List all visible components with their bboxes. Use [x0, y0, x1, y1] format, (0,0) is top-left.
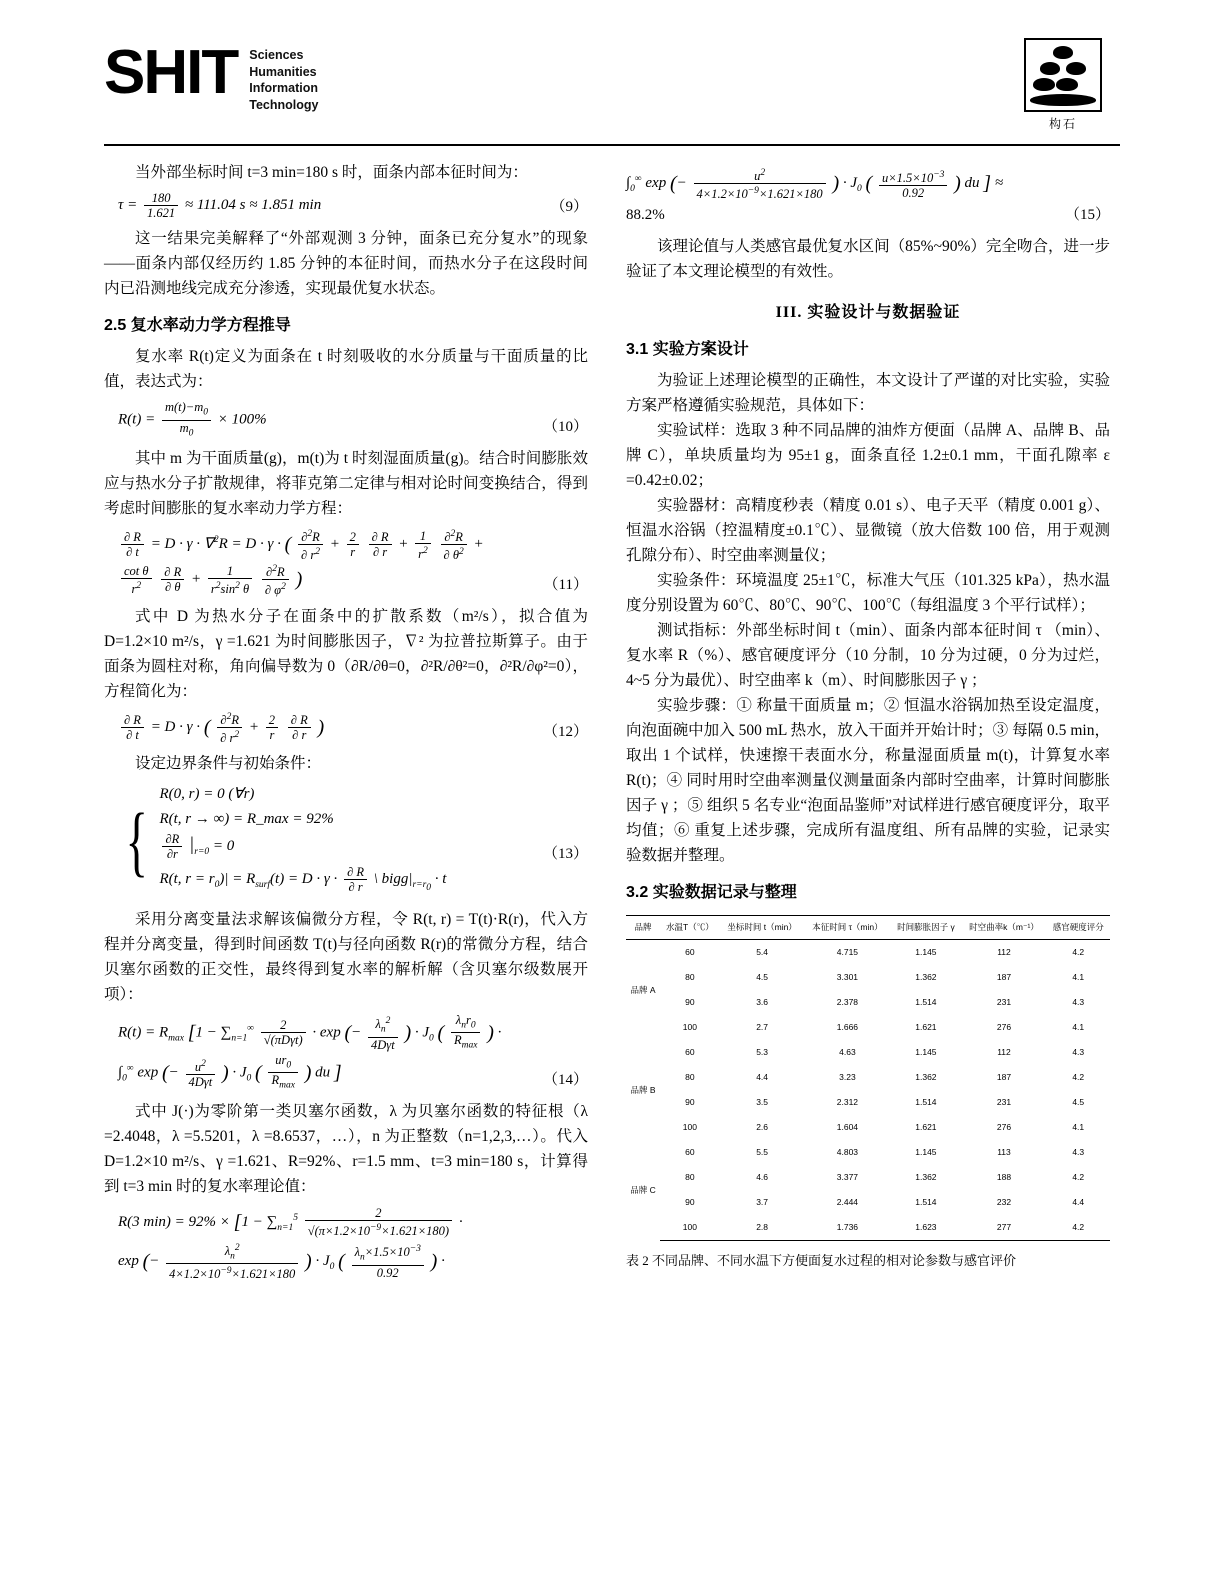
th-proper-time: 本征时间 τ（min）: [804, 916, 890, 940]
cell: 188: [996, 1172, 1012, 1183]
cell: 90: [685, 997, 695, 1008]
cell: 4.63: [839, 1047, 856, 1058]
cell: 5.3: [756, 1047, 769, 1058]
paragraph: 实验器材：高精度秒表（精度 0.01 s）、电子天平（精度 0.001 g）、恒温水浴锅（控温精度±0.1℃）、显微镜（放大倍数 100 倍，用于观测孔隙分布）、时空曲率测量仪；: [626, 497, 1110, 565]
cell: 2.312: [836, 1097, 859, 1108]
table-row: [626, 940, 1110, 966]
equation-13: [104, 782, 588, 901]
stones-icon: [1024, 38, 1102, 112]
cell: 1.145: [915, 1147, 937, 1158]
cell: 1.604: [836, 1122, 859, 1133]
cell: 1.666: [836, 1022, 859, 1033]
equation-14: $R(t) = R_{max}$ [$1 - \sum_{n=1}^\infty$ $\frac{2}{\text{√(πDγt)}}$ · exp (− $\frac{\lambda_n^2}{\text{4Dγt}}$ ) · $J_0$ ( $\frac{\lambda_nr_0}{R_{max}}$ ) · $\int_0^\infty$ exp (− $\frac{u^2}{\text{4Dγt}}$ ) · $J_0$ ( $\frac{ur_0}{R_{max}}$ ) du ] （14）: [118, 1012, 588, 1091]
cell: 4.3: [1072, 997, 1085, 1008]
cell: 1.623: [890, 1215, 961, 1241]
cell: 1.145: [915, 1047, 937, 1058]
cell: 3.5: [756, 1097, 769, 1108]
cell: 1.362: [915, 1172, 937, 1183]
eq9-fraction: [144, 191, 178, 220]
table-row: [626, 965, 1110, 990]
cell: 100: [682, 1022, 697, 1033]
paragraph: 式中 D 为热水分子在面条中的扩散系数（m²/s），拟合值为D=1.2×10 m²/s，γ =1.621 为时间膨胀因子，∇² 为拉普拉斯算子。由于面条为圆柱对称，角向偏导数为 0（∂R/∂θ=0，∂²R/∂θ²=0，∂²R/∂φ²=0），方程简化为：: [104, 607, 588, 700]
eq10-denominator: $m_0$: [179, 420, 194, 438]
brand-cell: 品牌 B: [630, 1084, 656, 1095]
cell: 4.803: [836, 1147, 859, 1158]
cell: 4.2: [1072, 947, 1085, 958]
cell: 187: [996, 1072, 1012, 1083]
cell: 2.444: [836, 1197, 859, 1208]
cell: 2.6: [756, 1122, 769, 1133]
eq13-line-2: R(t, r → ∞) = R_max = 92%: [159, 810, 334, 827]
th-curvature: 时空曲率k（m⁻¹）: [961, 916, 1046, 940]
cell: 1.362: [915, 972, 937, 983]
eq9-lhs: τ =: [118, 196, 138, 213]
publisher-mark: [1018, 38, 1108, 132]
journal-logo: [104, 38, 319, 113]
th-dilation-factor: 时间膨胀因子 γ: [890, 916, 961, 940]
th-brand: 品牌: [626, 916, 660, 940]
cell: 2.8: [720, 1215, 805, 1241]
cell: 112: [997, 947, 1011, 958]
cell: 90: [685, 1197, 695, 1208]
cell: 4.6: [756, 1172, 769, 1183]
cell: 1.621: [915, 1122, 937, 1133]
cell: 4.2: [1072, 1172, 1085, 1183]
paragraph: 实验条件：环境温度 25±1℃，标准大气压（101.325 kPa），热水温度分别设置为 60℃、80℃、90℃、100℃（每组温度 3 个平行试样）；: [626, 572, 1110, 615]
equation-10: [104, 400, 588, 440]
section-heading-3-2: 3.2 实验数据记录与整理: [626, 884, 797, 902]
table-row: [626, 1090, 1110, 1115]
cell: 100: [660, 1215, 720, 1241]
cell: 80: [685, 1172, 695, 1183]
cell: 5.4: [756, 947, 769, 958]
th-coordinate-time: 坐标时间 t（min）: [720, 916, 805, 940]
table-row: [626, 1165, 1110, 1190]
paragraph: 当外部坐标时间 t=3 min=180 s 时，面条内部本征时间为：: [135, 164, 528, 181]
cell: 100: [682, 1122, 697, 1133]
cell: 4.3: [1072, 1047, 1085, 1058]
equation-number: （10）: [542, 419, 588, 435]
cell: 4.3: [1072, 1147, 1085, 1158]
table-header-row: [626, 916, 1110, 940]
cell: 1.621: [915, 1022, 937, 1033]
eq9-numerator: 180: [144, 191, 178, 206]
equation-number: （15）: [1064, 207, 1110, 224]
eq15-result: 88.2%: [626, 207, 665, 224]
logo-subtitle-line-1: Sciences: [249, 48, 304, 62]
cell: 1.362: [915, 1072, 937, 1083]
cell: 60: [685, 947, 695, 958]
eq10-numerator: $m(t)-m_0$: [162, 400, 211, 421]
cell: 1.514: [915, 1097, 937, 1108]
table-caption: 表 2 不同品牌、不同水温下方便面复水过程的相对论参数与感官评价: [626, 1253, 1017, 1269]
cell: 4.1: [1072, 972, 1085, 983]
paragraph: 这一结果完美解释了“外部观测 3 分钟，面条已充分复水”的现象——面条内部仅经历约 1.85 分钟的本征时间，而热水分子在这段时间内已沿测地线完成充分渗透，实现最优复水状态。: [104, 230, 588, 297]
paragraph: 采用分离变量法求解该偏微分方程，令 R(t, r) = T(t)·R(r)，代入方程并分离变量，得到时间函数 T(t)与径向函数 R(r)的常微分方程，结合贝塞尔函数的正交性，最终得到复水率的解析解（含贝塞尔级数展开项）：: [104, 910, 588, 1003]
cell: 4.5: [1072, 1097, 1085, 1108]
equation-9: [104, 191, 588, 220]
table-row: [626, 1065, 1110, 1090]
logo-wordmark: SHIT: [104, 38, 238, 107]
section-heading-3: III. 实验设计与数据验证: [775, 304, 961, 322]
cell: 3.377: [836, 1172, 859, 1183]
cell: 4.4: [1072, 1197, 1085, 1208]
section-heading-3-1: 3.1 实验方案设计: [626, 341, 749, 359]
equation-15: $\int_0^\infty$ exp (− $\frac{u^2}{4\times 1.2\times 10^{-9}\times 1.621\times 180}$ ) · $J_0$ ( $\frac{u\times 1.5\times 10^{-3}}{0.92}$ ) du ] ≈ 88.2% （15）: [626, 166, 1110, 228]
header-divider: [104, 144, 1120, 146]
cell: 4.2: [1046, 1215, 1110, 1241]
cell: 4.1: [1072, 1122, 1085, 1133]
eq10-fraction: [162, 400, 211, 440]
paragraph: 为验证上述理论模型的正确性，本文设计了严谨的对比实验，实验方案严格遵循实验规范，具体如下：: [626, 372, 1110, 415]
cell: 90: [685, 1097, 695, 1108]
cell: 4.1: [1072, 1022, 1085, 1033]
cell: 1.145: [915, 947, 937, 958]
th-water-temp: 水温T（℃）: [660, 916, 720, 940]
publisher-name: 构石: [1048, 117, 1077, 131]
cell: 4.2: [1072, 1072, 1085, 1083]
cell: 112: [997, 1047, 1011, 1058]
eq13-line-3: $\frac{\partial R}{\partial r}$ $|_{r=0} = 0$: [159, 832, 446, 865]
brand-cell: 品牌 C: [630, 1184, 656, 1195]
cell: 60: [685, 1047, 695, 1058]
eq9-denominator: 1.621: [147, 206, 176, 220]
equation-number: （11）: [543, 576, 588, 593]
brand-cell: 品牌 A: [630, 984, 656, 995]
table-row: [626, 1140, 1110, 1165]
table-row: [626, 1115, 1110, 1140]
cell: 2.7: [756, 1022, 769, 1033]
table-row: [626, 1190, 1110, 1215]
cell: 1.514: [915, 997, 937, 1008]
table-body: [626, 940, 1110, 1241]
equation-number: （9）: [550, 199, 588, 215]
paragraph: 设定边界条件与初始条件：: [135, 754, 322, 772]
paragraph: 复水率 R(t)定义为面条在 t 时刻吸收的水分质量与干面质量的比值，表达式为：: [104, 348, 588, 390]
cell: 276: [996, 1122, 1012, 1133]
th-hardness-score: 感官硬度评分: [1046, 916, 1110, 940]
cell: 113: [997, 1147, 1011, 1158]
cell: 2.378: [836, 997, 859, 1008]
left-column: [104, 160, 588, 1288]
page-header: [96, 30, 1128, 140]
table-2: [626, 915, 1110, 1273]
eq10-lhs: R(t) =: [118, 411, 156, 428]
paragraph: 测试指标：外部坐标时间 t（min）、面条内部本征时间 τ （min）、复水率 R（%）、感官硬度评分（10 分制，10 分为过硬，0 分为过烂，4~5 分为最优）、时空曲率 k（m）、时间膨胀因子 γ ；: [626, 622, 1110, 690]
cell: 80: [685, 1072, 695, 1083]
paragraph: 该理论值与人类感官最优复水区间（85%~90%）完全吻合，进一步验证了本文理论模型的有效性。: [626, 238, 1110, 281]
table-row: [626, 1015, 1110, 1040]
table-row: [626, 990, 1110, 1015]
cell: 3.301: [836, 972, 859, 983]
table-row: [626, 1215, 1110, 1241]
eq13-line-4: R(t, $r = r_0)| = R_{surf}(t) = D \cdot \gamma$ · $\frac{\partial R}{\partial r}$ \ $bigg|_{r=r_0} \cdot t$: [159, 864, 447, 894]
logo-subtitle-line-4: Technology: [249, 97, 319, 112]
table-row: [626, 1040, 1110, 1065]
two-column-body: [96, 160, 1128, 1288]
logo-subtitle-line-3: Information: [249, 81, 318, 95]
cell: 60: [685, 1147, 695, 1158]
equation-number: （13）: [542, 845, 588, 862]
cell: 80: [685, 972, 695, 983]
cell: 3.23: [839, 1072, 856, 1083]
cell: 4.715: [836, 947, 859, 958]
paragraph: 式中 J(·)为零阶第一类贝塞尔函数，λ 为贝塞尔函数的特征根（λ =2.4048，λ =5.5201，λ =8.6537，…），n 为正整数（n=1,2,3,…）。代入D=1.2×10 m²/s、γ =1.621、R=92%、r=1.5 mm、t=3 min=180 s，计算得到 t=3 min 时的复水率理论值：: [104, 1102, 588, 1195]
cell: 232: [996, 1197, 1012, 1208]
experiment-data-table: [626, 915, 1110, 1241]
section-heading-2-5: 2.5 复水率动力学方程推导: [104, 317, 291, 334]
cell: 4.5: [756, 972, 769, 983]
eq13-lines: [159, 782, 446, 901]
cell: 1.514: [915, 1197, 937, 1208]
cell: 277: [961, 1215, 1046, 1241]
equation-11: $\frac{\partial R}{\partial t}$ = D · γ · ∇$^2$R = D · γ · ( $\frac{\partial^2R}{\partial r^2}$ + $\frac{2}{r}$ $\frac{\partial R}{\partial r}$ + $\frac{1}{r^2}$ $\frac{\partial^2R}{\partial \theta^2}$ + $\frac{\text{cot θ}}{r^2}$ $\frac{\partial R}{\partial \theta}$ + $\frac{1}{r^2\sin^2 \theta}$ $\frac{\partial^2R}{\partial \varphi^2}$ ) （11）: [104, 527, 588, 598]
paragraph: 实验试样：选取 3 种不同品牌的油炸方便面（品牌 A、品牌 B、品牌 C），单块质量均为 95±1 g，面条直径 1.2±0.1 mm，干面孔隙率 ε =0.42±0.02；: [626, 422, 1110, 490]
right-column: [626, 160, 1110, 1288]
left-brace: {: [125, 797, 148, 885]
equation-number: （12）: [542, 723, 588, 740]
cell: 3.6: [756, 997, 769, 1008]
eq9-rhs: ≈ 111.04 s ≈ 1.851 min: [184, 196, 322, 213]
logo-subtitle: [249, 47, 318, 113]
cell: 3.7: [756, 1197, 769, 1208]
cell: 1.736: [804, 1215, 890, 1241]
cell: 276: [996, 1022, 1012, 1033]
cell: 231: [996, 997, 1012, 1008]
cell: 187: [996, 972, 1012, 983]
equation-number: （14）: [542, 1071, 588, 1088]
eq13-line-1: R(0, r) = 0 (∀r): [159, 785, 255, 802]
eq10-rhs: × 100%: [217, 411, 267, 428]
equation-12: $\frac{\partial R}{\partial t}$ = D · γ · ( $\frac{\partial^2R}{\partial r^2}$ + $\frac{2}{r}$ $\frac{\partial R}{\partial r}$ ) （12）: [104, 710, 588, 745]
eq-r3min-lhs: R(3 min) = 92% ×: [118, 1213, 230, 1230]
cell: 5.5: [756, 1147, 769, 1158]
paragraph: 其中 m 为干面质量(g)，m(t)为 t 时刻湿面质量(g)。结合时间膨胀效应与热水分子扩散规律，将菲克第二定律与相对论时间变换结合，得到考虑时间膨胀的复水率动力学方程：: [104, 450, 588, 517]
equation-r3min: R(3 $\min) = 92\% \times [1 - \sum_{n=1}^5$ $\frac{2}{√(\pi\times 1.2\times 10^{-9}\times 1.621\times 180)}$ · exp (− $\frac{\lambda_n^2}{4\times 1.2\times 10^{-9}\times 1.621\times 180}$ ) · $J_0$ ( $\frac{\lambda_n\times 1.5\times 10^{-3}}{0.92}$ ) ·: [118, 1206, 463, 1282]
cell: 4.4: [756, 1072, 769, 1083]
logo-subtitle-line-2: Humanities: [249, 64, 317, 79]
paragraph: 实验步骤：① 称量干面质量 m；② 恒温水浴锅加热至设定温度，向泡面碗中加入 500 mL 热水，放入干面并开始计时；③ 每隔 0.5 min，取出 1 个试样，快速擦干表面水分，称量湿面质量 m(t)，计算复水率 R(t)；④ 同时用时空曲率测量仪测量面条内部时空曲率，计算时间膨胀因子 γ ；⑤ 组织 5 名专业“泡面品鉴师”对试样进行感官硬度评分，取平均值；⑥ 重复上述步骤，完成所有温度组、所有品牌的实验，记录实验数据并整理。: [626, 697, 1110, 865]
cell: 231: [996, 1097, 1012, 1108]
